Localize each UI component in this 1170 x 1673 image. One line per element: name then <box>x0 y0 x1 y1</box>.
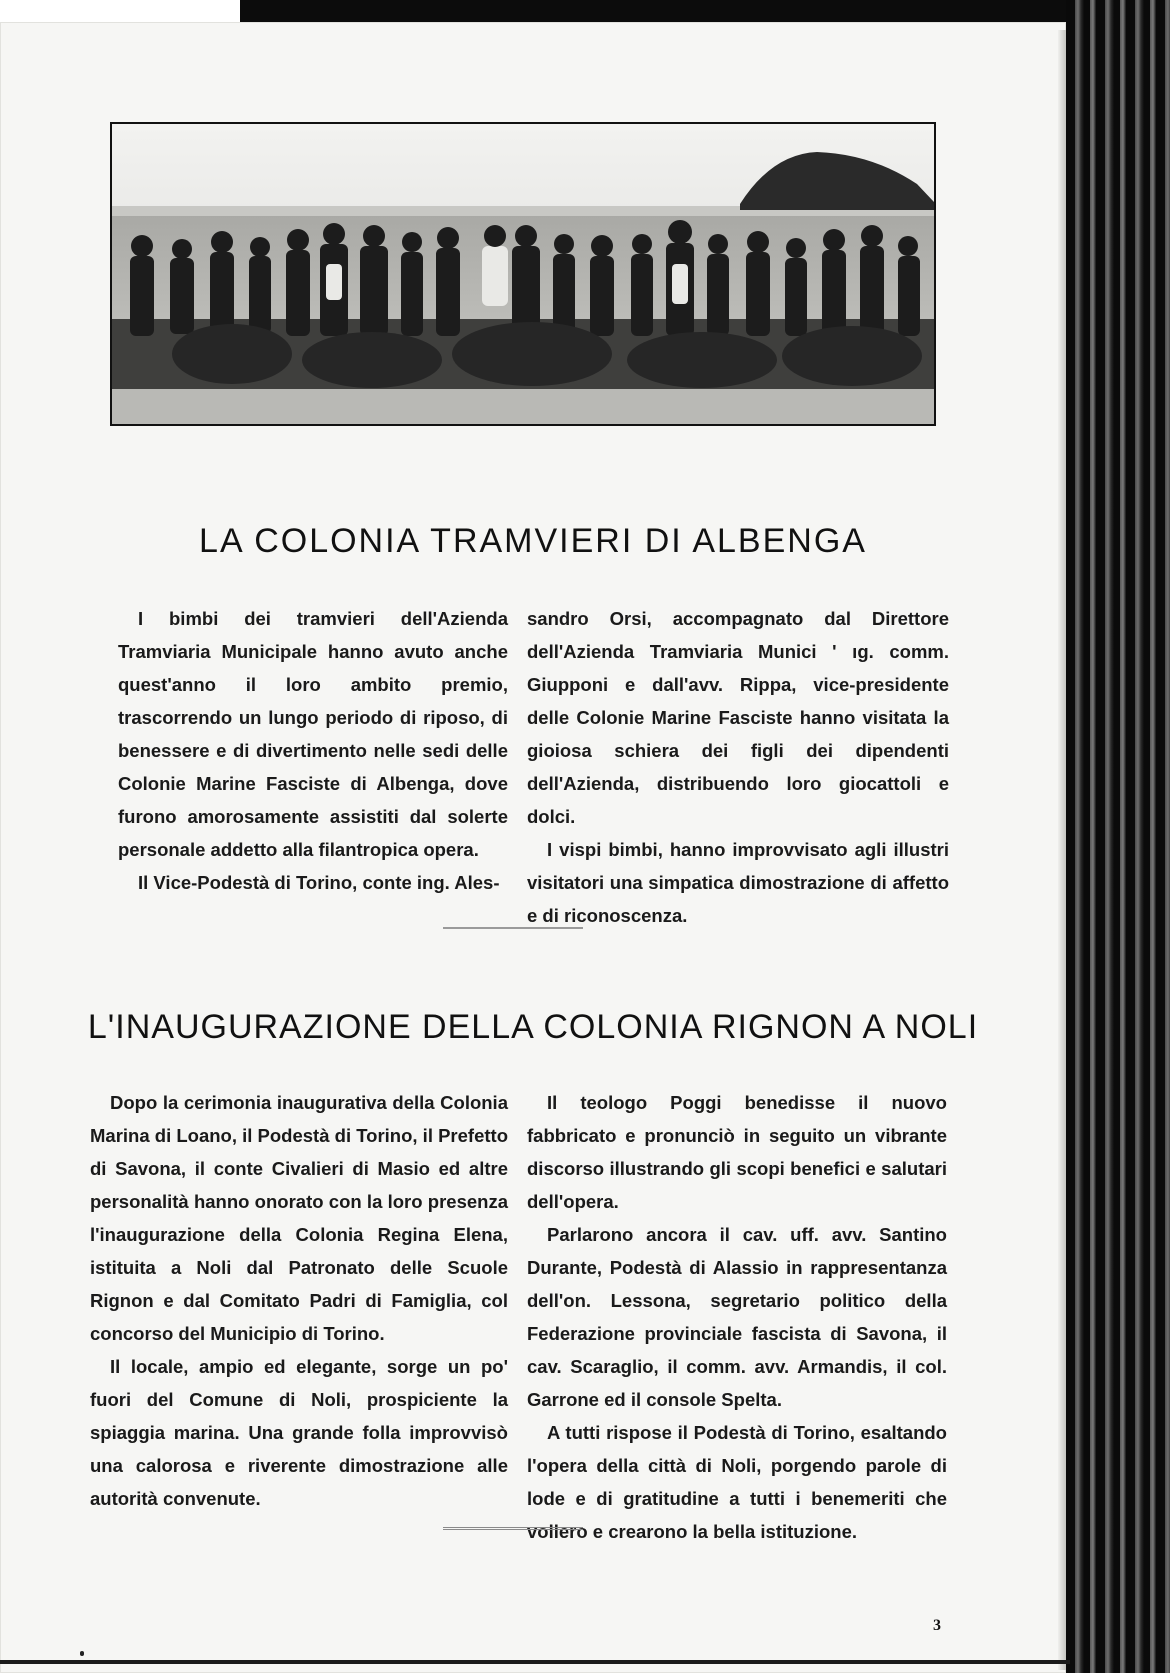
paragraph: sandro Orsi, accompagnato dal Direttore dell'Azienda Tramviaria Munici ' ıg. comm. Giupponi e dall'avv. Rippa, vice-presidente delle Colonie Marine Fasciste hanno visitata la gioiosa schiera dei figli dei dipendenti dell'Azienda, distribuendo loro giocattoli e dolci. <box>527 608 949 827</box>
scan-speck <box>80 1651 84 1656</box>
article-2-column-right <box>527 1086 947 1548</box>
paragraph: Il Vice-Podestà di Torino, conte ing. Ales- <box>138 872 500 893</box>
paragraph: Parlarono ancora il cav. uff. avv. Santino Durante, Podestà di Alassio in rappresentanza dell'on. Lessona, segretario politico della Federazione provinciale fascista di Savona, il cav. Scaraglio, il comm. avv. Armandis, il col. Garrone ed il console Spelta. <box>527 1224 947 1410</box>
article-1-column-right <box>527 602 949 932</box>
article-2-column-left <box>90 1086 508 1515</box>
paragraph: A tutti rispose il Podestà di Torino, esaltando l'opera della città di Noli, porgendo parole di lode e di gratitudine a tutti i benemeriti che vollero e crearono la bella istituzione. <box>527 1422 947 1542</box>
beach-group-photo <box>110 122 936 426</box>
scan-bottom-border <box>0 1660 1070 1664</box>
article-1-column-left <box>118 602 508 899</box>
page-number: 3 <box>933 1617 941 1634</box>
section-divider <box>443 1527 583 1530</box>
section-divider <box>443 927 583 929</box>
paragraph: Il teologo Poggi benedisse il nuovo fabbricato e pronunciò in seguito un vibrante discorso illustrando gli scopi benefici e salutari dell'opera. <box>527 1092 947 1212</box>
article-2-title: L'INAUGURAZIONE DELLA COLONIA RIGNON A NOLI <box>87 1008 979 1046</box>
paragraph: Il locale, ampio ed elegante, sorge un po' fuori del Comune di Noli, prospiciente la spiaggia marina. Una grande folla improvvisò una calorosa e riverente dimostrazione alle autorità convenute. <box>90 1356 508 1509</box>
paragraph: I bimbi dei tramvieri dell'Azienda Tramviaria Municipale hanno avuto anche quest'anno il loro ambito premio, trascorrendo un lungo periodo di riposo, di benessere e di divertimento nelle sedi delle Colonie Marine Fasciste di Albenga, dove furono amorosamente assistiti dal solerte personale addetto alla filantropica opera. <box>118 608 508 860</box>
photo-illustration <box>112 124 934 424</box>
article-1-title: LA COLONIA TRAMVIERI DI ALBENGA <box>199 522 867 560</box>
paragraph: Dopo la cerimonia inaugurativa della Colonia Marina di Loano, il Podestà di Torino, il Prefetto di Savona, il conte Civalieri di Masio ed altre personalità hanno onorato con la loro presenza l'inaugurazione della Colonia Regina Elena, istituita a Noli dal Patronato delle Scuole Rignon e dal Comitato Padri di Famiglia, col concorso del Municipio di Torino. <box>90 1092 508 1344</box>
book-spine-pages <box>1066 0 1170 1673</box>
paragraph: I vispi bimbi, hanno improvvisato agli illustri visitatori una simpatica dimostrazione di affetto e di riconoscenza. <box>527 839 949 926</box>
